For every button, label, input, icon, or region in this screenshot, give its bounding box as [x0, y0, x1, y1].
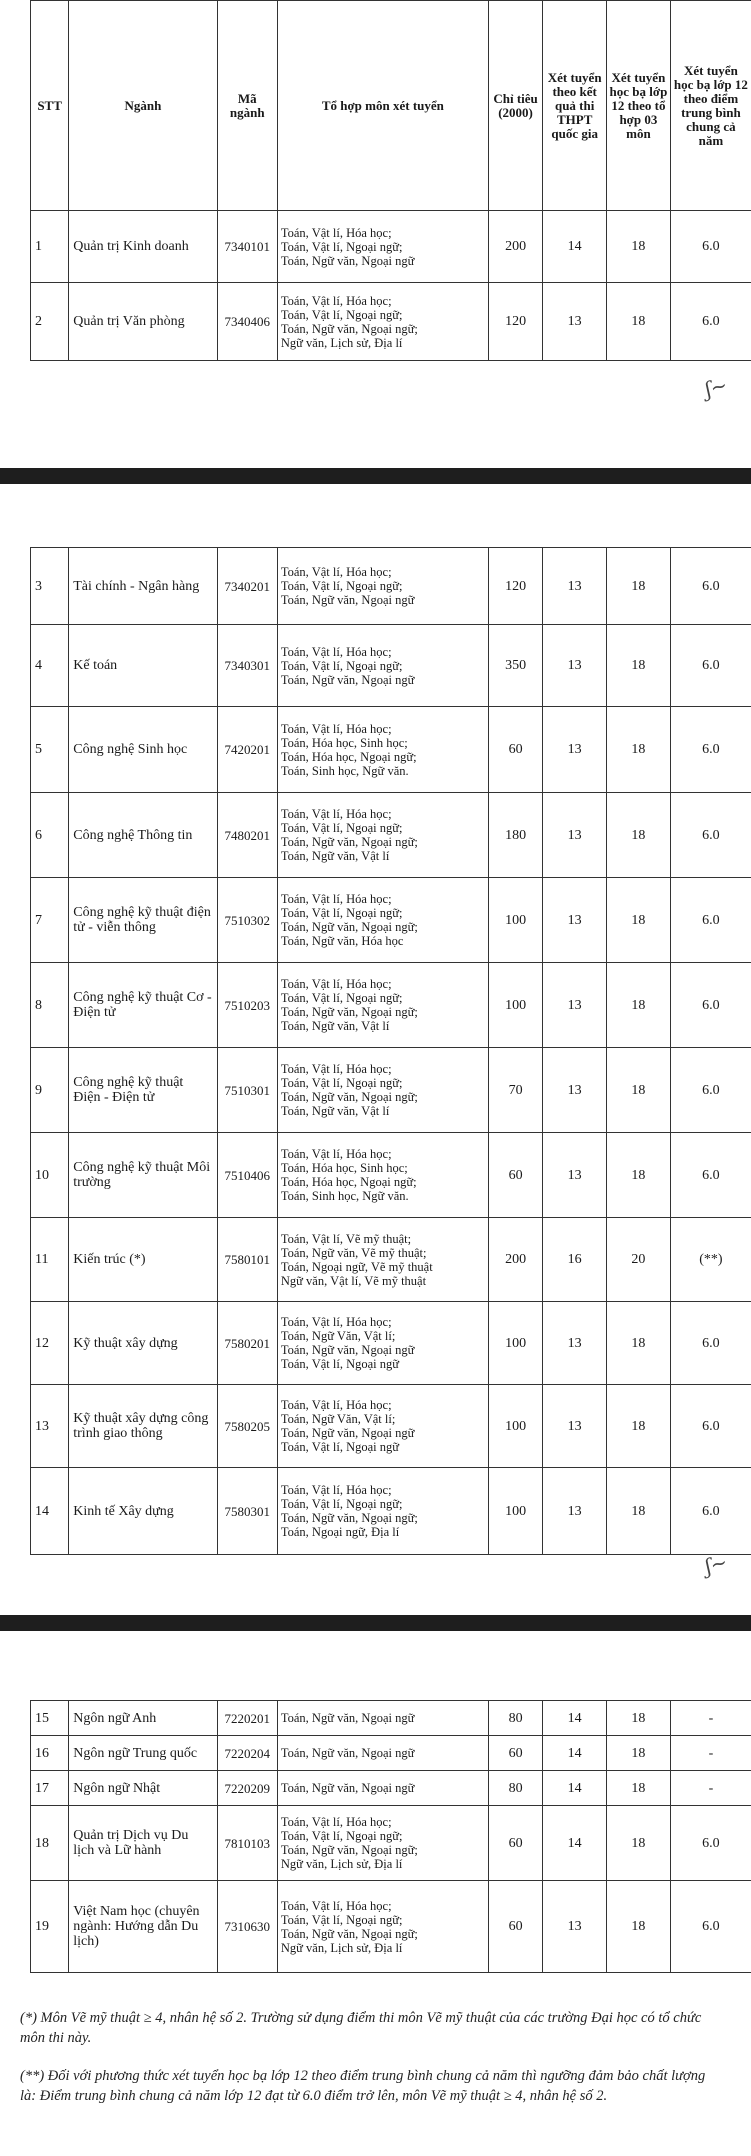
- cell-thpt: 13: [543, 707, 607, 793]
- combo-line: Toán, Vật lí, Ngoại ngữ;: [280, 1912, 403, 1927]
- cell-hoc-ba-3mon: 18: [607, 548, 671, 625]
- cell-ma-nganh: 7480201: [217, 793, 277, 878]
- cell-thpt: 13: [543, 793, 607, 878]
- table-row: [31, 1701, 751, 1736]
- table-row: [31, 1881, 751, 1973]
- combo-line: Ngữ văn, Vật lí, Vẽ mỹ thuật: [280, 1273, 427, 1288]
- cell-thpt: 14: [543, 1701, 607, 1736]
- cell-nganh: Quản trị Văn phòng: [69, 283, 217, 361]
- cell-ma-nganh: 7510302: [217, 878, 277, 963]
- cell-nganh: Kỹ thuật xây dựng: [69, 1302, 217, 1385]
- cell-hoc-ba-3mon: 18: [607, 625, 671, 707]
- cell-to-hop: [277, 1771, 488, 1806]
- cell-hoc-ba-3mon: 18: [607, 1736, 671, 1771]
- table-header-row: [31, 1, 751, 211]
- cell-thpt: 14: [543, 211, 607, 283]
- cell-thpt: 13: [543, 963, 607, 1048]
- cell-to-hop: [277, 1468, 488, 1555]
- cell-hoc-ba-3mon: 20: [607, 1218, 671, 1302]
- cell-thpt: 13: [543, 1881, 607, 1973]
- header-thpt: Xét tuyển theo kết quả thi THPT quốc gia: [543, 1, 607, 211]
- combo-line: Toán, Vật lí, Ngoại ngữ: [280, 1440, 400, 1454]
- cell-stt: 15: [31, 1701, 69, 1736]
- table-row: [31, 1468, 751, 1555]
- combo-line: Toán, Ngữ văn, Ngoại ngữ;: [280, 1005, 418, 1019]
- cell-to-hop: [277, 1736, 488, 1771]
- table-row: [31, 878, 751, 963]
- cell-hoc-ba-tb: 6.0: [670, 707, 751, 793]
- cell-chi-tieu: 120: [488, 548, 542, 625]
- combo-line: Toán, Vật lí, Hóa học;: [280, 225, 392, 240]
- cell-hoc-ba-tb: -: [670, 1736, 751, 1771]
- cell-nganh: Công nghệ Sinh học: [69, 707, 217, 793]
- signature: ʃ~: [702, 372, 730, 402]
- header-hoc-ba-3mon: Xét tuyển học bạ lớp 12 theo tổ hợp 03 môn: [607, 1, 671, 211]
- page-separator: [0, 1615, 751, 1631]
- combo-line: Toán, Vật lí, Hóa học;: [280, 892, 392, 906]
- cell-stt: 8: [31, 963, 69, 1048]
- cell-to-hop: [277, 1881, 488, 1973]
- combo-line: Toán, Ngữ văn, Vật lí: [280, 1104, 390, 1118]
- cell-chi-tieu: 100: [488, 1385, 542, 1468]
- cell-chi-tieu: 70: [488, 1048, 542, 1133]
- cell-hoc-ba-tb: 6.0: [670, 1048, 751, 1133]
- combo-line: Toán, Ngữ văn, Ngoại ngữ;: [280, 321, 418, 336]
- cell-stt: 3: [31, 548, 69, 625]
- header-stt: STT: [31, 1, 69, 211]
- combo-line: Toán, Vật lí, Ngoại ngữ;: [280, 658, 403, 673]
- cell-hoc-ba-tb: (**): [670, 1218, 751, 1302]
- cell-to-hop: [277, 1048, 488, 1133]
- header-ma-nganh: Mã ngành: [217, 1, 277, 211]
- cell-stt: 1: [31, 211, 69, 283]
- page-separator: [0, 468, 751, 484]
- admission-table-page-1: [30, 0, 751, 361]
- combo-line: Toán, Sinh học, Ngữ văn.: [280, 1189, 409, 1203]
- cell-nganh: Ngôn ngữ Nhật: [69, 1771, 217, 1806]
- combo-line: Toán, Vật lí, Ngoại ngữ;: [280, 821, 403, 835]
- cell-hoc-ba-3mon: 18: [607, 1385, 671, 1468]
- cell-to-hop: [277, 1302, 488, 1385]
- cell-hoc-ba-tb: 6.0: [670, 1133, 751, 1218]
- cell-nganh: Công nghệ kỹ thuật Điện - Điện tử: [69, 1048, 217, 1133]
- cell-to-hop: [277, 548, 488, 625]
- table-row: [31, 963, 751, 1048]
- cell-ma-nganh: 7310630: [217, 1881, 277, 1973]
- combo-line: Toán, Vật lí, Hóa học;: [280, 1147, 392, 1161]
- combo-line: Toán, Ngữ văn, Ngoại ngữ;: [280, 1511, 418, 1525]
- cell-hoc-ba-tb: 6.0: [670, 625, 751, 707]
- combo-line: Toán, Vật lí, Ngoại ngữ;: [280, 991, 403, 1005]
- combo-line: Toán, Vật lí, Hóa học;: [280, 644, 392, 659]
- cell-chi-tieu: 60: [488, 1736, 542, 1771]
- cell-stt: 19: [31, 1881, 69, 1973]
- combo-line: Toán, Ngữ Văn, Vật lí;: [280, 1329, 396, 1343]
- cell-ma-nganh: 7340406: [217, 283, 277, 361]
- cell-thpt: 14: [543, 1806, 607, 1881]
- cell-ma-nganh: 7220209: [217, 1771, 277, 1806]
- cell-hoc-ba-tb: 6.0: [670, 878, 751, 963]
- cell-ma-nganh: 7510203: [217, 963, 277, 1048]
- combo-line: Toán, Vật lí, Ngoại ngữ;: [280, 1497, 403, 1511]
- cell-to-hop: [277, 211, 488, 283]
- combo-line: Toán, Hóa học, Sinh học;: [280, 735, 408, 750]
- cell-thpt: 13: [543, 283, 607, 361]
- cell-hoc-ba-3mon: 18: [607, 1133, 671, 1218]
- cell-to-hop: [277, 625, 488, 707]
- combo-line: Toán, Vật lí, Hóa học;: [280, 293, 392, 308]
- cell-thpt: 13: [543, 1048, 607, 1133]
- cell-ma-nganh: 7340201: [217, 548, 277, 625]
- combo-line: Toán, Ngữ văn, Vật lí: [280, 849, 390, 863]
- table-row: [31, 707, 751, 793]
- cell-to-hop: [277, 1806, 488, 1881]
- cell-ma-nganh: 7810103: [217, 1806, 277, 1881]
- cell-thpt: 13: [543, 1302, 607, 1385]
- cell-chi-tieu: 60: [488, 1881, 542, 1973]
- combo-line: Toán, Ngữ văn, Vật lí: [280, 1019, 390, 1033]
- combo-line: Toán, Vật lí, Hóa học;: [280, 977, 392, 991]
- table-row: [31, 1806, 751, 1881]
- combo-line: Ngữ văn, Lịch sử, Địa lí: [280, 335, 403, 350]
- combo-line: Toán, Ngữ văn, Ngoại ngữ: [280, 1711, 415, 1725]
- cell-ma-nganh: 7580201: [217, 1302, 277, 1385]
- cell-stt: 16: [31, 1736, 69, 1771]
- cell-stt: 4: [31, 625, 69, 707]
- combo-line: Toán, Vật lí, Hóa học;: [280, 565, 392, 579]
- table-row: [31, 1736, 751, 1771]
- cell-thpt: 16: [543, 1218, 607, 1302]
- cell-stt: 10: [31, 1133, 69, 1218]
- cell-nganh: Công nghệ kỹ thuật điện tử - viễn thông: [69, 878, 217, 963]
- cell-hoc-ba-tb: 6.0: [670, 283, 751, 361]
- signature: ʃ~: [702, 1549, 730, 1579]
- cell-stt: 6: [31, 793, 69, 878]
- combo-line: Toán, Ngữ văn, Ngoại ngữ: [280, 593, 415, 607]
- cell-thpt: 13: [543, 1133, 607, 1218]
- combo-line: Toán, Vật lí, Ngoại ngữ;: [280, 239, 403, 254]
- cell-nganh: Quản trị Dịch vụ Du lịch và Lữ hành: [69, 1806, 217, 1881]
- combo-line: Toán, Ngữ văn, Ngoại ngữ;: [280, 1090, 418, 1104]
- combo-line: Toán, Vật lí, Ngoại ngữ;: [280, 1829, 403, 1843]
- cell-to-hop: [277, 1133, 488, 1218]
- cell-thpt: 14: [543, 1771, 607, 1806]
- cell-ma-nganh: 7580205: [217, 1385, 277, 1468]
- cell-hoc-ba-3mon: 18: [607, 1302, 671, 1385]
- cell-hoc-ba-tb: 6.0: [670, 548, 751, 625]
- cell-ma-nganh: 7220204: [217, 1736, 277, 1771]
- cell-nganh: Ngôn ngữ Anh: [69, 1701, 217, 1736]
- cell-ma-nganh: 7510301: [217, 1048, 277, 1133]
- cell-stt: 9: [31, 1048, 69, 1133]
- cell-to-hop: [277, 1701, 488, 1736]
- cell-to-hop: [277, 963, 488, 1048]
- cell-chi-tieu: 60: [488, 707, 542, 793]
- combo-line: Toán, Ngữ văn, Ngoại ngữ;: [280, 920, 418, 934]
- combo-line: Toán, Vật lí, Hóa học;: [280, 807, 392, 821]
- cell-to-hop: [277, 878, 488, 963]
- cell-ma-nganh: 7340101: [217, 211, 277, 283]
- cell-nganh: Kế toán: [69, 625, 217, 707]
- combo-line: Toán, Ngữ văn, Ngoại ngữ;: [280, 835, 418, 849]
- header-chi-tieu: Chỉ tiêu (2000): [488, 1, 542, 211]
- cell-chi-tieu: 80: [488, 1771, 542, 1806]
- cell-thpt: 13: [543, 1385, 607, 1468]
- table-body-page-3: [31, 1701, 751, 1973]
- cell-to-hop: [277, 1385, 488, 1468]
- header-to-hop: Tổ hợp môn xét tuyển: [277, 1, 488, 211]
- cell-hoc-ba-tb: 6.0: [670, 1806, 751, 1881]
- combo-line: Toán, Ngữ văn, Ngoại ngữ: [280, 1343, 415, 1357]
- cell-hoc-ba-3mon: 18: [607, 283, 671, 361]
- cell-hoc-ba-3mon: 18: [607, 1881, 671, 1973]
- combo-line: Toán, Ngữ văn, Ngoại ngữ: [280, 1781, 415, 1795]
- cell-stt: 13: [31, 1385, 69, 1468]
- cell-stt: 5: [31, 707, 69, 793]
- cell-chi-tieu: 200: [488, 211, 542, 283]
- cell-chi-tieu: 100: [488, 1302, 542, 1385]
- cell-nganh: Công nghệ kỹ thuật Cơ - Điện tử: [69, 963, 217, 1048]
- cell-thpt: 13: [543, 625, 607, 707]
- cell-hoc-ba-tb: 6.0: [670, 1302, 751, 1385]
- cell-hoc-ba-tb: 6.0: [670, 1385, 751, 1468]
- cell-thpt: 13: [543, 878, 607, 963]
- combo-line: Toán, Vật lí, Hóa học;: [280, 1398, 392, 1412]
- table-body-page-2: [31, 548, 751, 1555]
- cell-ma-nganh: 7420201: [217, 707, 277, 793]
- cell-thpt: 13: [543, 548, 607, 625]
- combo-line: Ngữ văn, Lịch sử, Địa lí: [280, 1940, 403, 1955]
- table-row: [31, 1048, 751, 1133]
- cell-hoc-ba-3mon: 18: [607, 1048, 671, 1133]
- cell-stt: 2: [31, 283, 69, 361]
- cell-nganh: Kiến trúc (*): [69, 1218, 217, 1302]
- cell-thpt: 13: [543, 1468, 607, 1555]
- table-row: [31, 1218, 751, 1302]
- combo-line: Toán, Ngữ văn, Ngoại ngữ: [280, 672, 415, 687]
- cell-chi-tieu: 350: [488, 625, 542, 707]
- cell-hoc-ba-tb: 6.0: [670, 1468, 751, 1555]
- table-row: [31, 625, 751, 707]
- combo-line: Toán, Vật lí, Ngoại ngữ;: [280, 1076, 403, 1090]
- cell-chi-tieu: 180: [488, 793, 542, 878]
- table-row: [31, 1302, 751, 1385]
- cell-hoc-ba-tb: 6.0: [670, 211, 751, 283]
- combo-line: Ngữ văn, Lịch sử, Địa lí: [280, 1857, 403, 1871]
- combo-line: Toán, Vật lí, Ngoại ngữ;: [280, 906, 403, 920]
- cell-chi-tieu: 120: [488, 283, 542, 361]
- footnote-architecture: (*) Môn Vẽ mỹ thuật ≥ 4, nhân hệ số 2. Trường sử dụng điểm thi môn Vẽ mỹ thuật của các trường Đại học có tổ chức môn thi này.: [20, 2010, 702, 2046]
- combo-line: Toán, Vật lí, Hóa học;: [280, 1062, 392, 1076]
- combo-line: Toán, Vật lí, Hóa học;: [280, 1898, 392, 1913]
- combo-line: Toán, Ngữ văn, Ngoại ngữ: [280, 253, 415, 268]
- table-body-page-1: [31, 211, 751, 361]
- combo-line: Toán, Vật lí, Ngoại ngữ;: [280, 307, 403, 322]
- cell-nganh: Ngôn ngữ Trung quốc: [69, 1736, 217, 1771]
- cell-chi-tieu: 60: [488, 1133, 542, 1218]
- cell-nganh: Kinh tế Xây dựng: [69, 1468, 217, 1555]
- cell-hoc-ba-3mon: 18: [607, 878, 671, 963]
- table-row: [31, 1385, 751, 1468]
- cell-nganh: Tài chính - Ngân hàng: [69, 548, 217, 625]
- cell-chi-tieu: 200: [488, 1218, 542, 1302]
- cell-hoc-ba-3mon: 18: [607, 1468, 671, 1555]
- cell-chi-tieu: 100: [488, 878, 542, 963]
- combo-line: Toán, Ngoại ngữ, Địa lí: [280, 1525, 400, 1539]
- cell-hoc-ba-3mon: 18: [607, 1771, 671, 1806]
- cell-ma-nganh: 7340301: [217, 625, 277, 707]
- cell-hoc-ba-3mon: 18: [607, 211, 671, 283]
- combo-line: Toán, Vật lí, Hóa học;: [280, 1815, 392, 1829]
- cell-stt: 12: [31, 1302, 69, 1385]
- combo-line: Toán, Hóa học, Sinh học;: [280, 1161, 408, 1175]
- cell-ma-nganh: 7580101: [217, 1218, 277, 1302]
- cell-chi-tieu: 60: [488, 1806, 542, 1881]
- combo-line: Toán, Ngữ văn, Hóa học: [280, 934, 404, 948]
- cell-nganh: Công nghệ Thông tin: [69, 793, 217, 878]
- combo-line: Toán, Ngữ văn, Ngoại ngữ;: [280, 1926, 418, 1941]
- combo-line: Toán, Ngữ Văn, Vật lí;: [280, 1412, 396, 1426]
- cell-chi-tieu: 80: [488, 1701, 542, 1736]
- table-row: [31, 283, 751, 361]
- cell-nganh: Công nghệ kỹ thuật Môi trường: [69, 1133, 217, 1218]
- footnote-gpa-threshold: (**) Đối với phương thức xét tuyển học bạ lớp 12 theo điểm trung bình chung cả năm thì ngưỡng đảm bảo chất lượng là: Điểm trung bình chung cả năm lớp 12 đạt từ 6.0 điểm trở lên, môn Vẽ mỹ thuật ≥ 4, nhân hệ số 2.: [20, 2068, 706, 2104]
- combo-line: Toán, Vật lí, Hóa học;: [280, 1315, 392, 1329]
- cell-stt: 18: [31, 1806, 69, 1881]
- cell-stt: 14: [31, 1468, 69, 1555]
- combo-line: Toán, Vật lí, Vẽ mỹ thuật;: [280, 1231, 412, 1246]
- cell-hoc-ba-tb: 6.0: [670, 793, 751, 878]
- combo-line: Toán, Vật lí, Ngoại ngữ: [280, 1357, 400, 1371]
- admission-table-page-2: [30, 547, 751, 1555]
- cell-hoc-ba-tb: 6.0: [670, 1881, 751, 1973]
- cell-to-hop: [277, 283, 488, 361]
- cell-to-hop: [277, 793, 488, 878]
- combo-line: Toán, Ngữ văn, Vẽ mỹ thuật;: [280, 1245, 427, 1260]
- cell-to-hop: [277, 707, 488, 793]
- combo-line: Toán, Sinh học, Ngữ văn.: [280, 763, 409, 778]
- cell-hoc-ba-tb: -: [670, 1701, 751, 1736]
- table-row: [31, 211, 751, 283]
- header-nganh: Ngành: [69, 1, 217, 211]
- combo-line: Toán, Hóa học, Ngoại ngữ;: [280, 749, 417, 764]
- cell-nganh: Việt Nam học (chuyên ngành: Hướng dẫn Du lịch): [69, 1881, 217, 1973]
- table-row: [31, 793, 751, 878]
- cell-hoc-ba-tb: -: [670, 1771, 751, 1806]
- cell-nganh: Kỹ thuật xây dựng công trình giao thông: [69, 1385, 217, 1468]
- combo-line: Toán, Ngữ văn, Ngoại ngữ;: [280, 1843, 418, 1857]
- table-row: [31, 548, 751, 625]
- combo-line: Toán, Hóa học, Ngoại ngữ;: [280, 1175, 417, 1189]
- combo-line: Toán, Vật lí, Hóa học;: [280, 721, 392, 736]
- combo-line: Toán, Ngoại ngữ, Vẽ mỹ thuật: [280, 1259, 433, 1274]
- cell-chi-tieu: 100: [488, 1468, 542, 1555]
- cell-nganh: Quản trị Kinh doanh: [69, 211, 217, 283]
- cell-to-hop: [277, 1218, 488, 1302]
- cell-hoc-ba-3mon: 18: [607, 963, 671, 1048]
- table-row: [31, 1771, 751, 1806]
- cell-chi-tieu: 100: [488, 963, 542, 1048]
- admission-table-page-3: [30, 1700, 751, 1973]
- cell-stt: 7: [31, 878, 69, 963]
- cell-stt: 17: [31, 1771, 69, 1806]
- cell-thpt: 14: [543, 1736, 607, 1771]
- combo-line: Toán, Ngữ văn, Ngoại ngữ: [280, 1426, 415, 1440]
- combo-line: Toán, Ngữ văn, Ngoại ngữ: [280, 1746, 415, 1760]
- combo-line: Toán, Vật lí, Hóa học;: [280, 1483, 392, 1497]
- cell-ma-nganh: 7580301: [217, 1468, 277, 1555]
- cell-hoc-ba-tb: 6.0: [670, 963, 751, 1048]
- table-row: [31, 1133, 751, 1218]
- cell-ma-nganh: 7220201: [217, 1701, 277, 1736]
- cell-hoc-ba-3mon: 18: [607, 1701, 671, 1736]
- cell-hoc-ba-3mon: 18: [607, 707, 671, 793]
- cell-stt: 11: [31, 1218, 69, 1302]
- cell-hoc-ba-3mon: 18: [607, 1806, 671, 1881]
- cell-hoc-ba-3mon: 18: [607, 793, 671, 878]
- combo-line: Toán, Vật lí, Ngoại ngữ;: [280, 579, 403, 593]
- header-hoc-ba-tb: Xét tuyển học bạ lớp 12 theo điểm trung bình chung cả năm: [670, 1, 751, 211]
- cell-ma-nganh: 7510406: [217, 1133, 277, 1218]
